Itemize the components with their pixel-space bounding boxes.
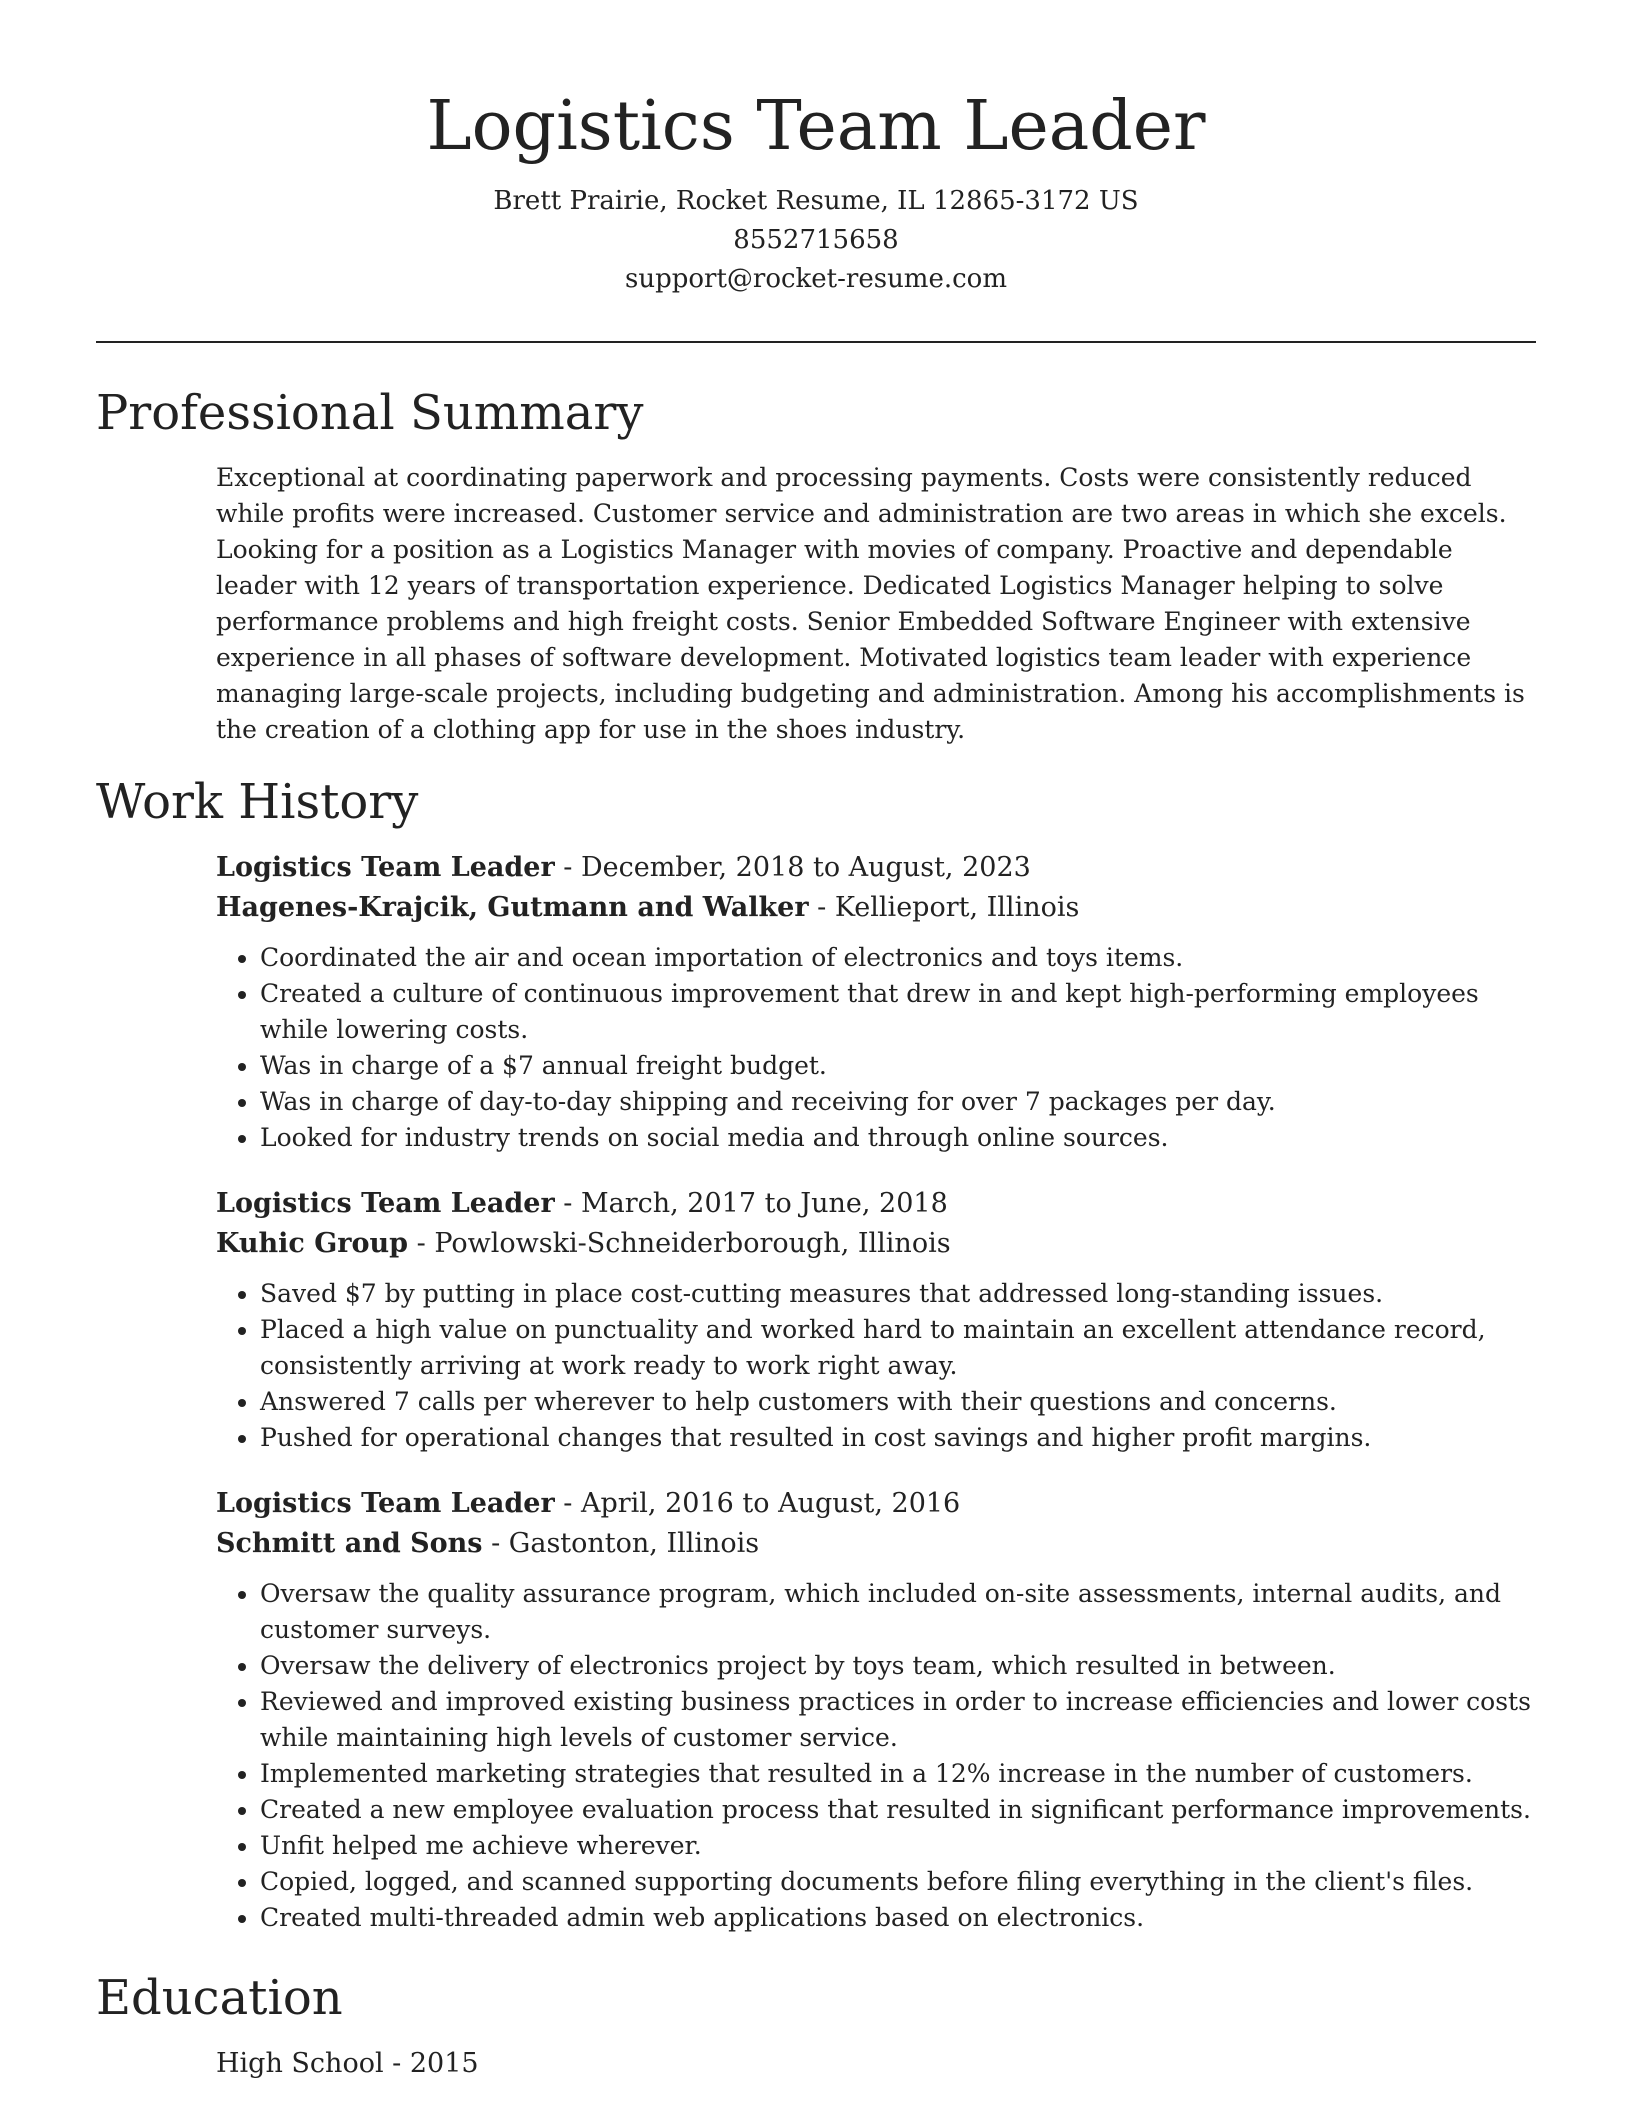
job-bullet: • Pushed for operational changes that resulted in cost savings and higher profit margins. [260, 1420, 1540, 1456]
job-dates: - March, 2017 to June, 2018 [554, 1188, 948, 1219]
job-bullet: • Oversaw the quality assurance program, which included on-site assessments, internal audits, and customer surveys. [260, 1576, 1540, 1648]
job-bullet: • Reviewed and improved existing business practices in order to increase efficiencies and lower costs while maintaining high levels of customer service. [260, 1684, 1540, 1756]
education-degree: High School [216, 2048, 384, 2079]
job-entry [216, 1484, 1540, 1936]
job-bullets [216, 940, 1540, 1156]
job-bullet: • Created a new employee evaluation process that resulted in significant performance improvements. [260, 1792, 1540, 1828]
job-role: Logistics Team Leader [216, 852, 555, 883]
contact-address: Brett Prairie, Rocket Resume, IL 12865-3172 US [493, 186, 1139, 216]
job-location: - Powlowski-Schneiderborough, Illinois [408, 1228, 951, 1259]
contact-email: support@rocket-resume.com [624, 264, 1007, 294]
job-bullet: • Coordinated the air and ocean importation of electronics and toys items. [260, 940, 1540, 976]
job-bullet: • Looked for industry trends on social media and through online sources. [260, 1120, 1540, 1156]
job-company-line [216, 1524, 1540, 1564]
job-role-line [216, 1184, 1540, 1224]
job-role-line [216, 1484, 1540, 1524]
job-bullet: • Answered 7 calls per wherever to help customers with their questions and concerns. [260, 1384, 1540, 1420]
job-entry [216, 1184, 1540, 1456]
resume-header [0, 0, 1632, 299]
education-title: Education [96, 1970, 343, 2026]
job-bullet: • Created multi-threaded admin web applications based on electronics. [260, 1900, 1540, 1936]
work-history-section [216, 848, 1540, 1964]
job-role-line [216, 848, 1540, 888]
job-bullet: • Oversaw the delivery of electronics project by toys team, which resulted in between. [260, 1648, 1540, 1684]
job-dates: - December, 2018 to August, 2023 [554, 852, 1031, 883]
contact-block [0, 182, 1632, 299]
job-bullets [216, 1576, 1540, 1936]
job-role: Logistics Team Leader [216, 1488, 555, 1519]
job-role: Logistics Team Leader [216, 1188, 555, 1219]
job-bullet: • Was in charge of a $7 annual freight budget. [260, 1048, 1540, 1084]
header-divider [96, 341, 1536, 343]
job-bullet: • Implemented marketing strategies that resulted in a 12% increase in the number of customers. [260, 1756, 1540, 1792]
education-entry [216, 2044, 1540, 2084]
education-year: - 2015 [383, 2048, 479, 2079]
summary-text: Exceptional at coordinating paperwork and processing payments. Costs were consistently reduced while profits were increased. Customer service and administration are two areas in which she excels. Looking for a position as a Logistics Manager with movies of company. Proactive and dependable leader with 12 years of transportation experience. Dedicated Logistics Manager helping to solve performance problems and high freight costs. Senior Embedded Software Engineer with extensive experience in all phases of software development. Motivated logistics team leader with experience managing large-scale projects, including budgeting and administration. Among his accomplishments is the creation of a clothing app for use in the shoes industry. [216, 463, 1525, 744]
job-bullets [216, 1276, 1540, 1456]
job-bullet: • Created a culture of continuous improvement that drew in and kept high-performing employees while lowering costs. [260, 976, 1540, 1048]
job-bullet: • Placed a high value on punctuality and worked hard to maintain an excellent attendance record, consistently arriving at work ready to work right away. [260, 1312, 1540, 1384]
job-bullet: • Saved $7 by putting in place cost-cutting measures that addressed long-standing issues. [260, 1276, 1540, 1312]
job-location: - Kellieport, Illinois [808, 892, 1080, 923]
summary-section [216, 460, 1540, 748]
job-company: Kuhic Group [216, 1228, 409, 1259]
summary-title: Professional Summary [96, 385, 644, 441]
job-dates: - April, 2016 to August, 2016 [554, 1488, 961, 1519]
job-bullet: • Was in charge of day-to-day shipping and receiving for over 7 packages per day. [260, 1084, 1540, 1120]
job-company: Schmitt and Sons [216, 1528, 483, 1559]
job-entry [216, 848, 1540, 1156]
job-bullet: • Copied, logged, and scanned supporting documents before filing everything in the client's files. [260, 1864, 1540, 1900]
job-company-line [216, 1224, 1540, 1264]
resume-name: Logistics Team Leader [426, 87, 1206, 166]
education-section [216, 2044, 1540, 2084]
job-company: Hagenes-Krajcik, Gutmann and Walker [216, 892, 809, 923]
job-bullet: • Unfit helped me achieve wherever. [260, 1828, 1540, 1864]
job-company-line [216, 888, 1540, 928]
job-location: - Gastonton, Illinois [482, 1528, 760, 1559]
contact-phone: 8552715658 [733, 225, 899, 255]
work-history-title: Work History [96, 774, 419, 830]
